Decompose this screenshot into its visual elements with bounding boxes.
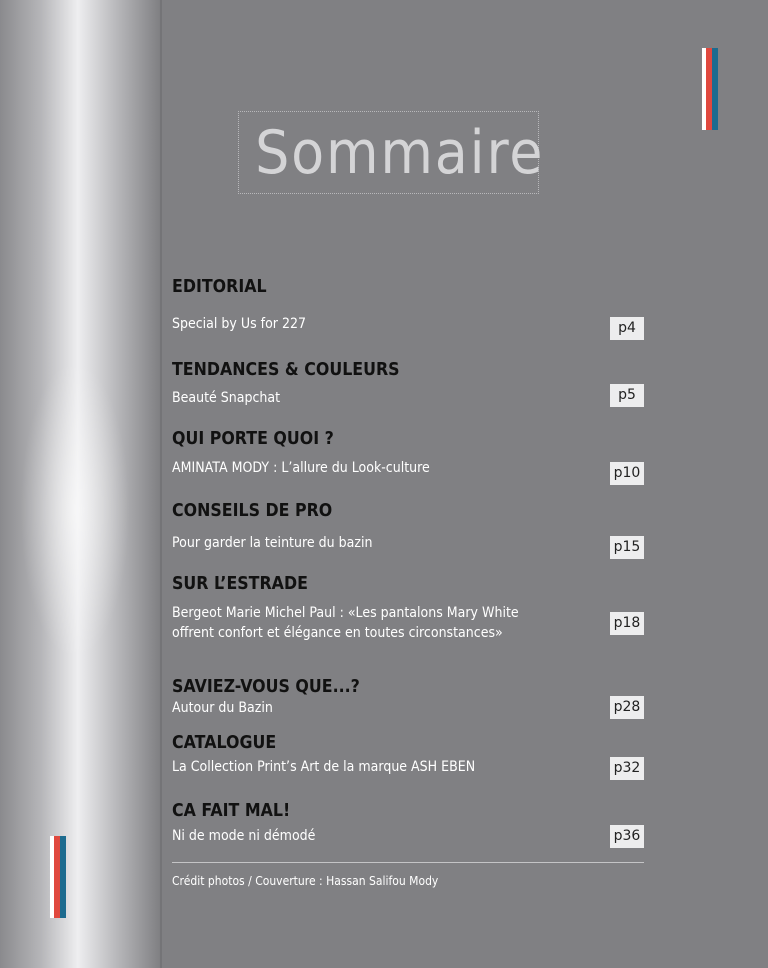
section-description-conseils: Pour garder la teinture du bazin [172, 535, 373, 551]
section-description-sur-l-estrade-line2: offrent confort et élégance en toutes circonstances» [172, 625, 503, 641]
page-number-conseils: p15 [610, 536, 644, 559]
flag-stripe-blue [712, 48, 718, 130]
page-number-qui-porte-quoi: p10 [610, 462, 644, 485]
page-number-sur-l-estrade: p18 [610, 612, 644, 635]
section-description-saviez-vous: Autour du Bazin [172, 700, 273, 716]
spine-highlight [20, 360, 130, 660]
section-heading-catalogue: CATALOGUE [172, 732, 277, 753]
title-box [238, 111, 545, 194]
spine-edge [160, 0, 162, 968]
page-title: Sommaire [255, 118, 545, 188]
section-heading-conseils: CONSEILS DE PRO [172, 500, 333, 521]
photo-credit: Crédit photos / Couverture : Hassan Salifou Mody [172, 874, 439, 888]
flag-stripe-blue [60, 836, 66, 918]
section-description-catalogue: La Collection Print’s Art de la marque ASH EBEN [172, 759, 476, 775]
section-heading-qui-porte-quoi: QUI PORTE QUOI ? [172, 428, 334, 449]
section-description-ca-fait-mal: Ni de mode ni démodé [172, 828, 316, 844]
section-heading-ca-fait-mal: CA FAIT MAL! [172, 800, 291, 821]
section-heading-saviez-vous: SAVIEZ-VOUS QUE...? [172, 676, 360, 697]
flag-stripes-top [702, 48, 718, 130]
divider [172, 862, 644, 863]
flag-stripes-bottom [50, 836, 66, 918]
page-number-editorial: p4 [610, 317, 644, 340]
page-number-catalogue: p32 [610, 757, 644, 780]
section-description-sur-l-estrade-line1: Bergeot Marie Michel Paul : «Les pantalons Mary White [172, 605, 519, 621]
section-heading-editorial: EDITORIAL [172, 276, 267, 297]
section-description-editorial: Special by Us for 227 [172, 316, 307, 332]
section-description-tendances: Beauté Snapchat [172, 390, 281, 406]
section-heading-tendances: TENDANCES & COULEURS [172, 359, 400, 380]
page-number-tendances: p5 [610, 384, 644, 407]
page-number-ca-fait-mal: p36 [610, 825, 644, 848]
section-description-qui-porte-quoi: AMINATA MODY : L’allure du Look-culture [172, 460, 430, 476]
page-number-saviez-vous: p28 [610, 696, 644, 719]
section-heading-sur-l-estrade: SUR L’ESTRADE [172, 573, 308, 594]
